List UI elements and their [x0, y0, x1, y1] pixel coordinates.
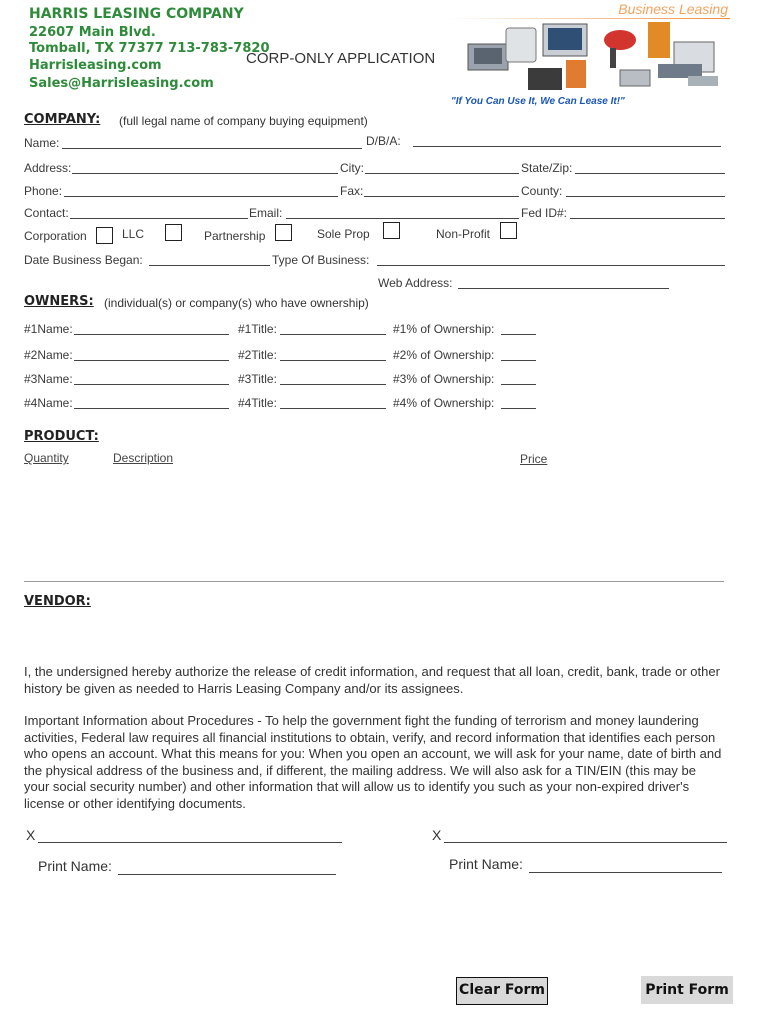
owner-2-name-field[interactable] — [74, 346, 229, 361]
signature-2-field[interactable] — [444, 828, 727, 843]
owner-4-ownership-label: #4% of Ownership: — [393, 396, 495, 410]
owners-heading: OWNERS: — [24, 294, 94, 309]
fax-label: Fax: — [340, 184, 364, 198]
owner-4-name-field[interactable] — [74, 394, 229, 409]
authorization-text: I, the undersigned hereby authorize the release of credit information, and request that all loan, credit, bank, trade or other history be given as needed to Harris Leasing Company and/or its assignees. — [24, 664, 720, 696]
city-field[interactable] — [365, 159, 519, 174]
date-began-label: Date Business Began: — [24, 253, 143, 267]
address-label: Address: — [24, 161, 72, 175]
sole-prop-checkbox[interactable] — [383, 222, 400, 239]
product-heading: PRODUCT: — [24, 429, 99, 444]
description-header: Description — [113, 451, 174, 465]
form-title: CORP-ONLY APPLICATION — [246, 50, 436, 67]
type-of-business-field[interactable] — [377, 251, 725, 266]
company-name: HARRIS LEASING COMPANY — [29, 6, 244, 22]
company-note: (full legal name of company buying equipment) — [119, 114, 368, 128]
entity-sole-prop-label: Sole Prop — [317, 227, 370, 241]
owner-1-ownership-field[interactable] — [501, 320, 536, 335]
print-name-1-field[interactable] — [118, 860, 336, 875]
owner-3-ownership-field[interactable] — [501, 370, 536, 385]
print-form-button[interactable]: Print Form — [641, 976, 733, 1004]
company-address: 22607 Main Blvd. — [29, 25, 156, 40]
owner-1-title-label: #1Title: — [238, 322, 277, 336]
signature-1-field[interactable] — [38, 828, 342, 843]
fed-id-label: Fed ID#: — [521, 206, 568, 220]
owner-2-title-field[interactable] — [280, 346, 386, 361]
city-label: City: — [340, 161, 364, 175]
date-began-field[interactable] — [149, 251, 270, 266]
owner-4-title-label: #4Title: — [238, 396, 277, 410]
fax-field[interactable] — [364, 182, 519, 197]
dba-field[interactable] — [413, 132, 721, 147]
signature-2-x: X — [432, 827, 442, 843]
price-header: Price — [520, 452, 548, 466]
owner-4-ownership-field[interactable] — [501, 394, 536, 409]
vendor-field[interactable] — [24, 614, 728, 658]
print-name-2-label: Print Name: — [449, 856, 523, 872]
signature-1-x: X — [26, 827, 36, 843]
owner-3-ownership-label: #3% of Ownership: — [393, 372, 495, 386]
owner-3-title-field[interactable] — [280, 370, 386, 385]
owner-3-name-label: #3Name: — [24, 372, 73, 386]
fed-id-field[interactable] — [570, 204, 725, 219]
state-zip-field[interactable] — [575, 159, 725, 174]
web-address-label: Web Address: — [378, 276, 453, 290]
company-heading: COMPANY: — [24, 112, 101, 127]
owner-1-title-field[interactable] — [280, 320, 386, 335]
owner-2-ownership-field[interactable] — [501, 346, 536, 361]
contact-label: Contact: — [24, 206, 69, 220]
entity-partnership-label: Partnership — [204, 229, 266, 243]
product-details-field[interactable] — [24, 470, 728, 582]
state-zip-label: State/Zip: — [521, 161, 573, 175]
entity-non-profit-label: Non-Profit — [436, 227, 491, 241]
company-city-phone: Tomball, TX 77377 713-783-7820 — [29, 41, 270, 56]
print-name-1-label: Print Name: — [38, 858, 112, 874]
office-equipment-icon — [448, 18, 730, 98]
entity-corporation-label: Corporation — [24, 229, 87, 243]
print-name-2-field[interactable] — [529, 858, 722, 873]
email-field[interactable] — [286, 204, 519, 219]
owner-4-title-field[interactable] — [280, 394, 386, 409]
owner-1-ownership-label: #1% of Ownership: — [393, 322, 495, 336]
quantity-header: Quantity — [24, 451, 69, 465]
county-label: County: — [521, 184, 563, 198]
important-information-text: Important Information about Procedures - To help the government fight the funding of terrorism and money laundering activities, Federal law requires all financial institutions to obtain, verify, and record information that identifies each person who opens an account. What this means for you: When you open an account, we will ask for your name, date of birth and the physical address of the business and, if different, the mailing address. We will also ask for a TIN/EIN (this may be your social security number) and other information that will allow us to identify you such as your non-expired driver's license or other identifying documents. — [24, 713, 722, 811]
llc-checkbox[interactable] — [165, 224, 182, 241]
partnership-checkbox[interactable] — [275, 224, 292, 241]
owner-3-name-field[interactable] — [74, 370, 229, 385]
address-field[interactable] — [72, 159, 338, 174]
product-divider — [24, 581, 724, 582]
name-label: Name: — [24, 136, 60, 150]
owner-3-title-label: #3Title: — [238, 372, 277, 386]
contact-field[interactable] — [70, 204, 248, 219]
entity-llc-label: LLC — [122, 227, 145, 241]
owners-note: (individual(s) or company(s) who have ownership) — [104, 296, 369, 310]
clear-form-button[interactable]: Clear Form — [456, 977, 548, 1005]
type-of-business-label: Type Of Business: — [272, 253, 370, 267]
company-name-field[interactable] — [62, 134, 362, 149]
owner-2-ownership-label: #2% of Ownership: — [393, 348, 495, 362]
owner-1-name-label: #1Name: — [24, 322, 73, 336]
phone-field[interactable] — [64, 182, 338, 197]
web-address-field[interactable] — [458, 274, 669, 289]
company-email: Sales@Harrisleasing.com — [29, 76, 214, 91]
company-website: Harrisleasing.com — [29, 58, 162, 73]
logo-brand: Business Leasing — [618, 1, 728, 17]
corporation-checkbox[interactable] — [96, 227, 113, 244]
phone-label: Phone: — [24, 184, 63, 198]
non-profit-checkbox[interactable] — [500, 222, 517, 239]
email-label: Email: — [249, 206, 283, 220]
dba-label: D/B/A: — [366, 134, 401, 148]
county-field[interactable] — [566, 182, 725, 197]
owner-2-name-label: #2Name: — [24, 348, 73, 362]
owner-4-name-label: #4Name: — [24, 396, 73, 410]
logo-tagline: "If You Can Use It, We Can Lease It!" — [451, 96, 625, 107]
business-leasing-logo — [448, 0, 730, 112]
vendor-heading: VENDOR: — [24, 594, 91, 609]
owner-1-name-field[interactable] — [74, 320, 229, 335]
owner-2-title-label: #2Title: — [238, 348, 277, 362]
